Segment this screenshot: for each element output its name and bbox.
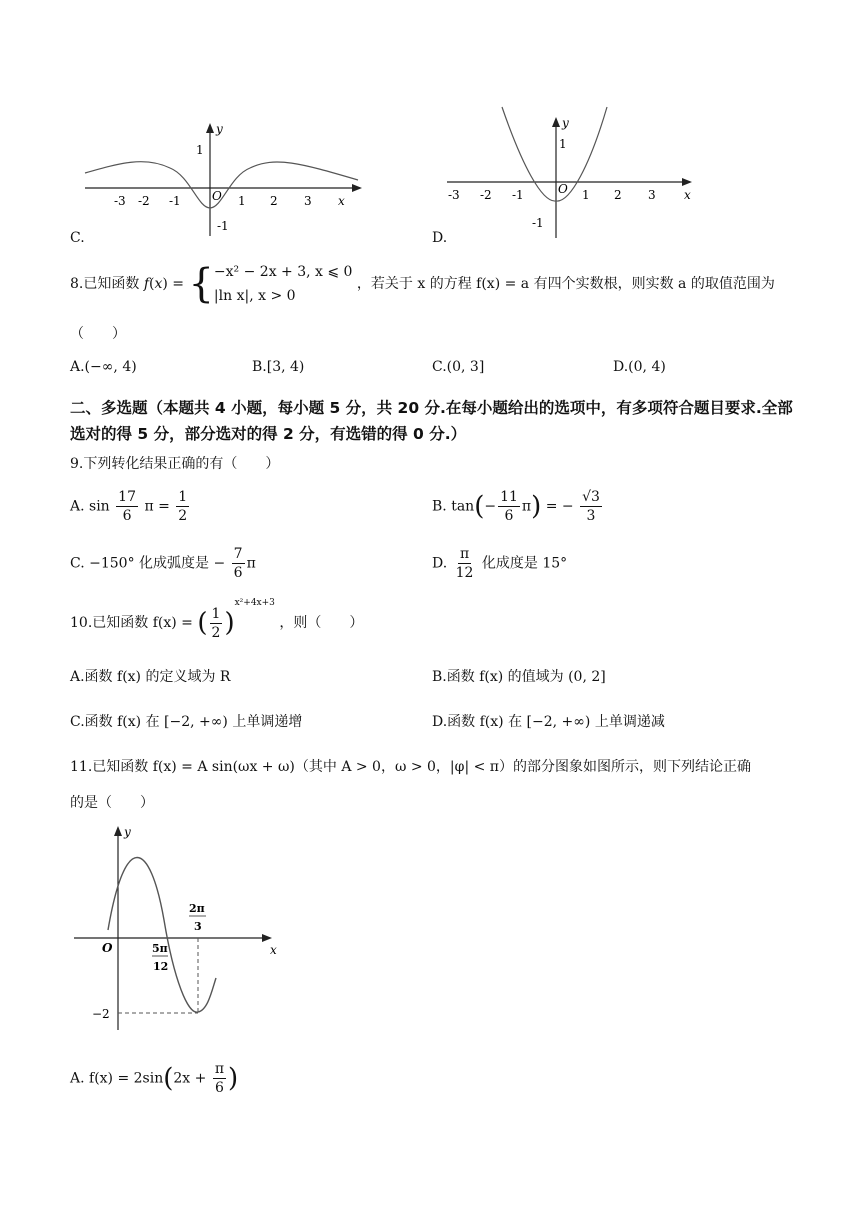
tick-label: 1	[196, 143, 204, 157]
q10-option-b[interactable]: B.函数 f(x) 的值域为 (0, 2]	[432, 669, 606, 685]
origin-label: O	[102, 941, 113, 955]
tick-5pi-12-den: 12	[153, 960, 169, 973]
tick-2pi-3-num: 2π	[189, 902, 205, 915]
tick-label: 1	[238, 194, 246, 208]
origin-label: O	[558, 182, 568, 196]
tick-5pi-12-num: 5π	[152, 942, 168, 955]
q8-option-a[interactable]: A.(−∞, 4)	[70, 359, 137, 375]
q9-option-c[interactable]: C. −150° 化成弧度是 − $\frac{7}{6}$ π	[70, 546, 256, 581]
graph-q11	[70, 820, 285, 1040]
tick-label: 3	[304, 194, 312, 208]
q8-option-b[interactable]: B.[3, 4)	[252, 359, 305, 375]
graph-c	[80, 118, 365, 240]
y-axis-label: y	[124, 825, 131, 839]
tick-label: -1	[512, 188, 524, 202]
question-10-stem: 10.已知函数 f(x) = ( $\frac{1}{2}$ )$^{x^2+4x+3}$ ，则（ ）	[70, 598, 364, 641]
tick-label: -2	[138, 194, 150, 208]
question-9-stem: 9.下列转化结果正确的有（ ）	[70, 456, 280, 472]
y-axis-label: y	[562, 116, 569, 130]
q8-piece-1: −x² − 2x + 3, x ⩽ 0	[213, 264, 353, 280]
q10-option-d[interactable]: D.函数 f(x) 在 [−2, +∞) 上单调递减	[432, 714, 665, 730]
tick-label: -3	[114, 194, 126, 208]
q8-piece-2: |ln x|, x > 0	[213, 288, 296, 304]
section-2-heading: 二、多选题（本题共 4 小题，每小题 5 分，共 20 分.在每小题给出的选项中，有多项符合题目要求.全部选对的得 5 分，部分选对的得 2 分，有选错的得 0 分.）	[70, 399, 793, 443]
y-axis-label: y	[216, 122, 223, 136]
q8-option-d[interactable]: D.(0, 4)	[613, 359, 666, 375]
question-11-stem-line1: 11.已知函数 f(x) = A sin(ωx + ω)（其中 A > 0，ω > 0，|φ| < π）的部分图象如图所示，则下列结论正确	[70, 759, 751, 775]
tick-2pi-3-den: 3	[194, 920, 202, 933]
x-axis-label: x	[270, 943, 277, 957]
tick-label: -3	[448, 188, 460, 202]
q8-option-c[interactable]: C.(0, 3]	[432, 359, 485, 375]
tick-label: -2	[480, 188, 492, 202]
question-8: 8.已知函数 f(x) = { −x² − 2x + 3, x ⩽ 0 |ln x|, x > 0 ，若关于 x 的方程 f(x) = a 有四个实数根，则实数 a 的取值范围为	[70, 261, 775, 307]
q8-blank: （ ）	[70, 326, 126, 342]
option-c-label: C.	[70, 230, 85, 246]
tick-label: 3	[648, 188, 656, 202]
origin-label: O	[212, 189, 222, 203]
tick-label: 2	[270, 194, 278, 208]
y-min-label: −2	[92, 1007, 110, 1021]
tick-label: -1	[217, 219, 229, 233]
q9-option-b[interactable]: B. tan(− $\frac{11}{6}$ π) = − $\frac{√3}{3}$	[432, 489, 600, 524]
q8-tail: ，若关于 x 的方程 f(x) = a 有四个实数根，则实数 a 的取值范围为	[356, 276, 775, 292]
graph-d	[442, 105, 702, 240]
tick-label: -1	[532, 216, 544, 230]
q11-option-a[interactable]: A. f(x) = 2sin(2x + $\frac{\pi}{6}$ )	[70, 1061, 239, 1096]
q9-option-d[interactable]: D. $\frac{\pi}{12}$ 化成度是 15°	[432, 546, 568, 581]
q8-lead: 8.已知函数	[70, 276, 140, 292]
x-axis-label: x	[684, 188, 691, 202]
q10-option-a[interactable]: A.函数 f(x) 的定义域为 R	[70, 669, 231, 685]
tick-label: 1	[559, 137, 567, 151]
q10-option-c[interactable]: C.函数 f(x) 在 [−2, +∞) 上单调递增	[70, 714, 303, 730]
x-axis-label: x	[338, 194, 345, 208]
tick-label: 1	[582, 188, 590, 202]
tick-label: 2	[614, 188, 622, 202]
q9-option-a[interactable]: A. sin $\frac{17}{6}$ π = $\frac{1}{2}$	[70, 489, 188, 524]
question-11-stem-line2: 的是（ ）	[70, 795, 154, 811]
tick-label: -1	[169, 194, 181, 208]
option-d-label: D.	[432, 230, 448, 246]
